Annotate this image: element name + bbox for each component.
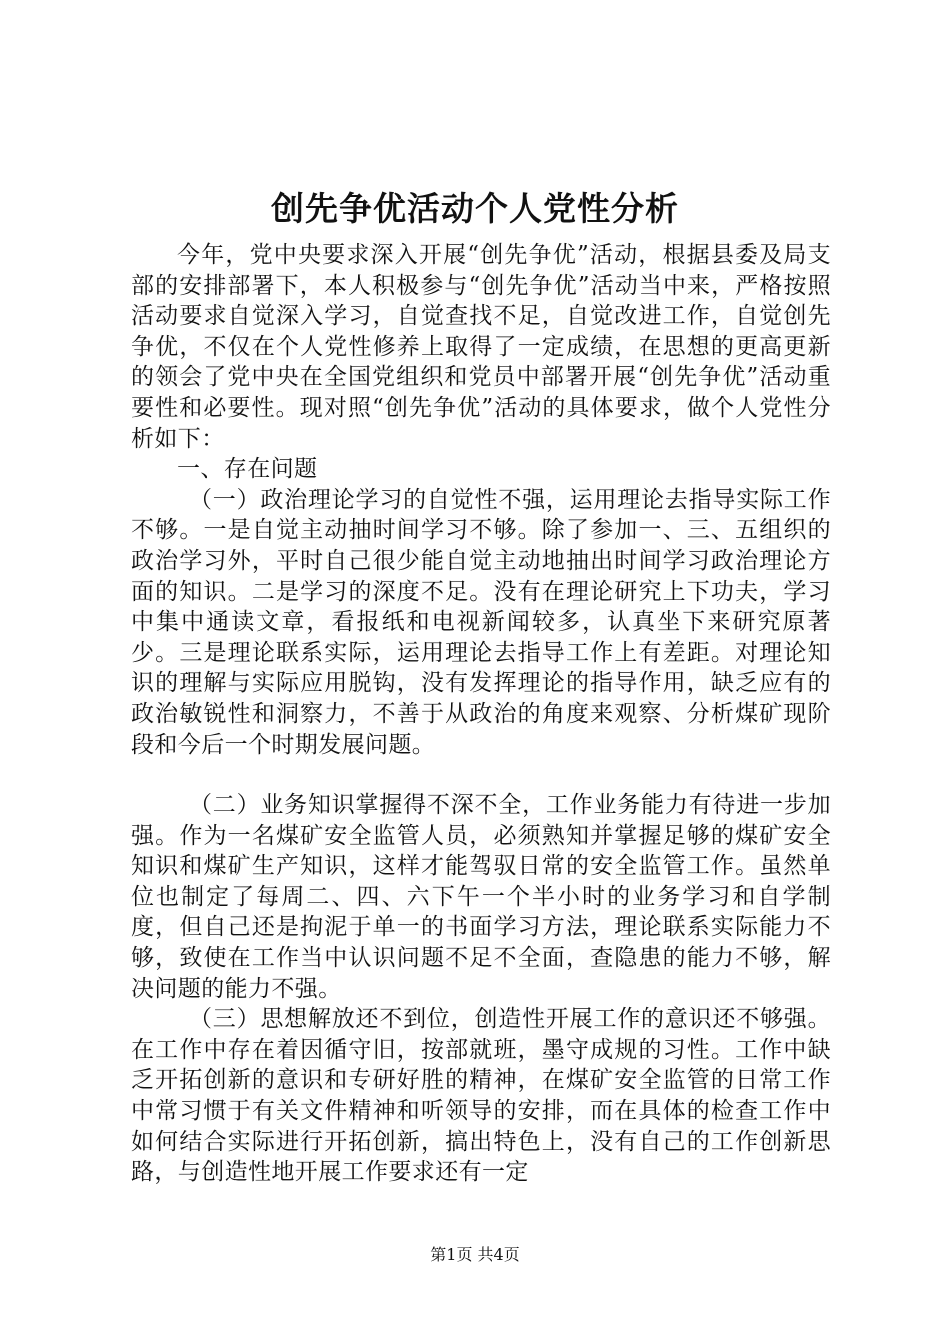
- problem-paragraph-2: （二）业务知识掌握得不深不全，工作业务能力有待进一步加强。作为一名煤矿安全监管人员，必须熟知并掌握足够的煤矿安全知识和煤矿生产知识，这样才能驾驭日常的安全监管工作。虽然单位也制定了每周二、四、六下午一个半小时的业务学习和自学制度，但自己还是拘泥于单一的书面学习方法，理论联系实际能力不够，致使在工作当中认识问题不足不全面，查隐患的能力不够，解决问题的能力不强。: [131, 792, 831, 1002]
- problem-paragraph-3: （三）思想解放还不到位，创造性开展工作的意识还不够强。在工作中存在着因循守旧，按部就班，墨守成规的习性。工作中缺乏开拓创新的意识和专研好胜的精神，在煤矿安全监管的日常工作中常习惯于有关文件精神和听领导的安排，而在具体的检查工作中如何结合实际进行开拓创新，搞出特色上，没有自己的工作创新思路，与创造性地开展工作要求还有一定: [131, 1006, 831, 1186]
- intro-paragraph: 今年，党中央要求深入开展“创先争优”活动，根据县委及局支部的安排部署下，本人积极参与“创先争优”活动当中来，严格按照活动要求自觉深入学习，自觉查找不足，自觉改进工作，自觉创先争优，不仅在个人党性修养上取得了一定成绩，在思想的更高更新的领会了党中央在全国党组织和党员中部署开展“创先争优”活动重要性和必要性。现对照“创先争优”活动的具体要求，做个人党性分析如下：: [131, 242, 831, 452]
- section-heading-problems: 一、存在问题: [177, 456, 318, 483]
- problem-paragraph-1: （一）政治理论学习的自觉性不强，运用理论去指导实际工作不够。一是自觉主动抽时间学习不够。除了参加一、三、五组织的政治学习外，平时自己很少能自觉主动地抽出时间学习政治理论方面的知识。二是学习的深度不足。没有在理论研究上下功夫，学习中集中通读文章，看报纸和电视新闻较多，认真坐下来研究原著少。三是理论联系实际，运用理论去指导工作上有差距。对理论知识的理解与实际应用脱钩，没有发挥理论的指导作用，缺乏应有的政治敏锐性和洞察力，不善于从政治的角度来观察、分析煤矿现阶段和今后一个时期发展问题。: [131, 486, 831, 758]
- page-footer: 第1页 共4页: [430, 1245, 520, 1264]
- document-body: [131, 240, 831, 1188]
- document-title: 创先争优活动个人党性分析: [271, 189, 679, 228]
